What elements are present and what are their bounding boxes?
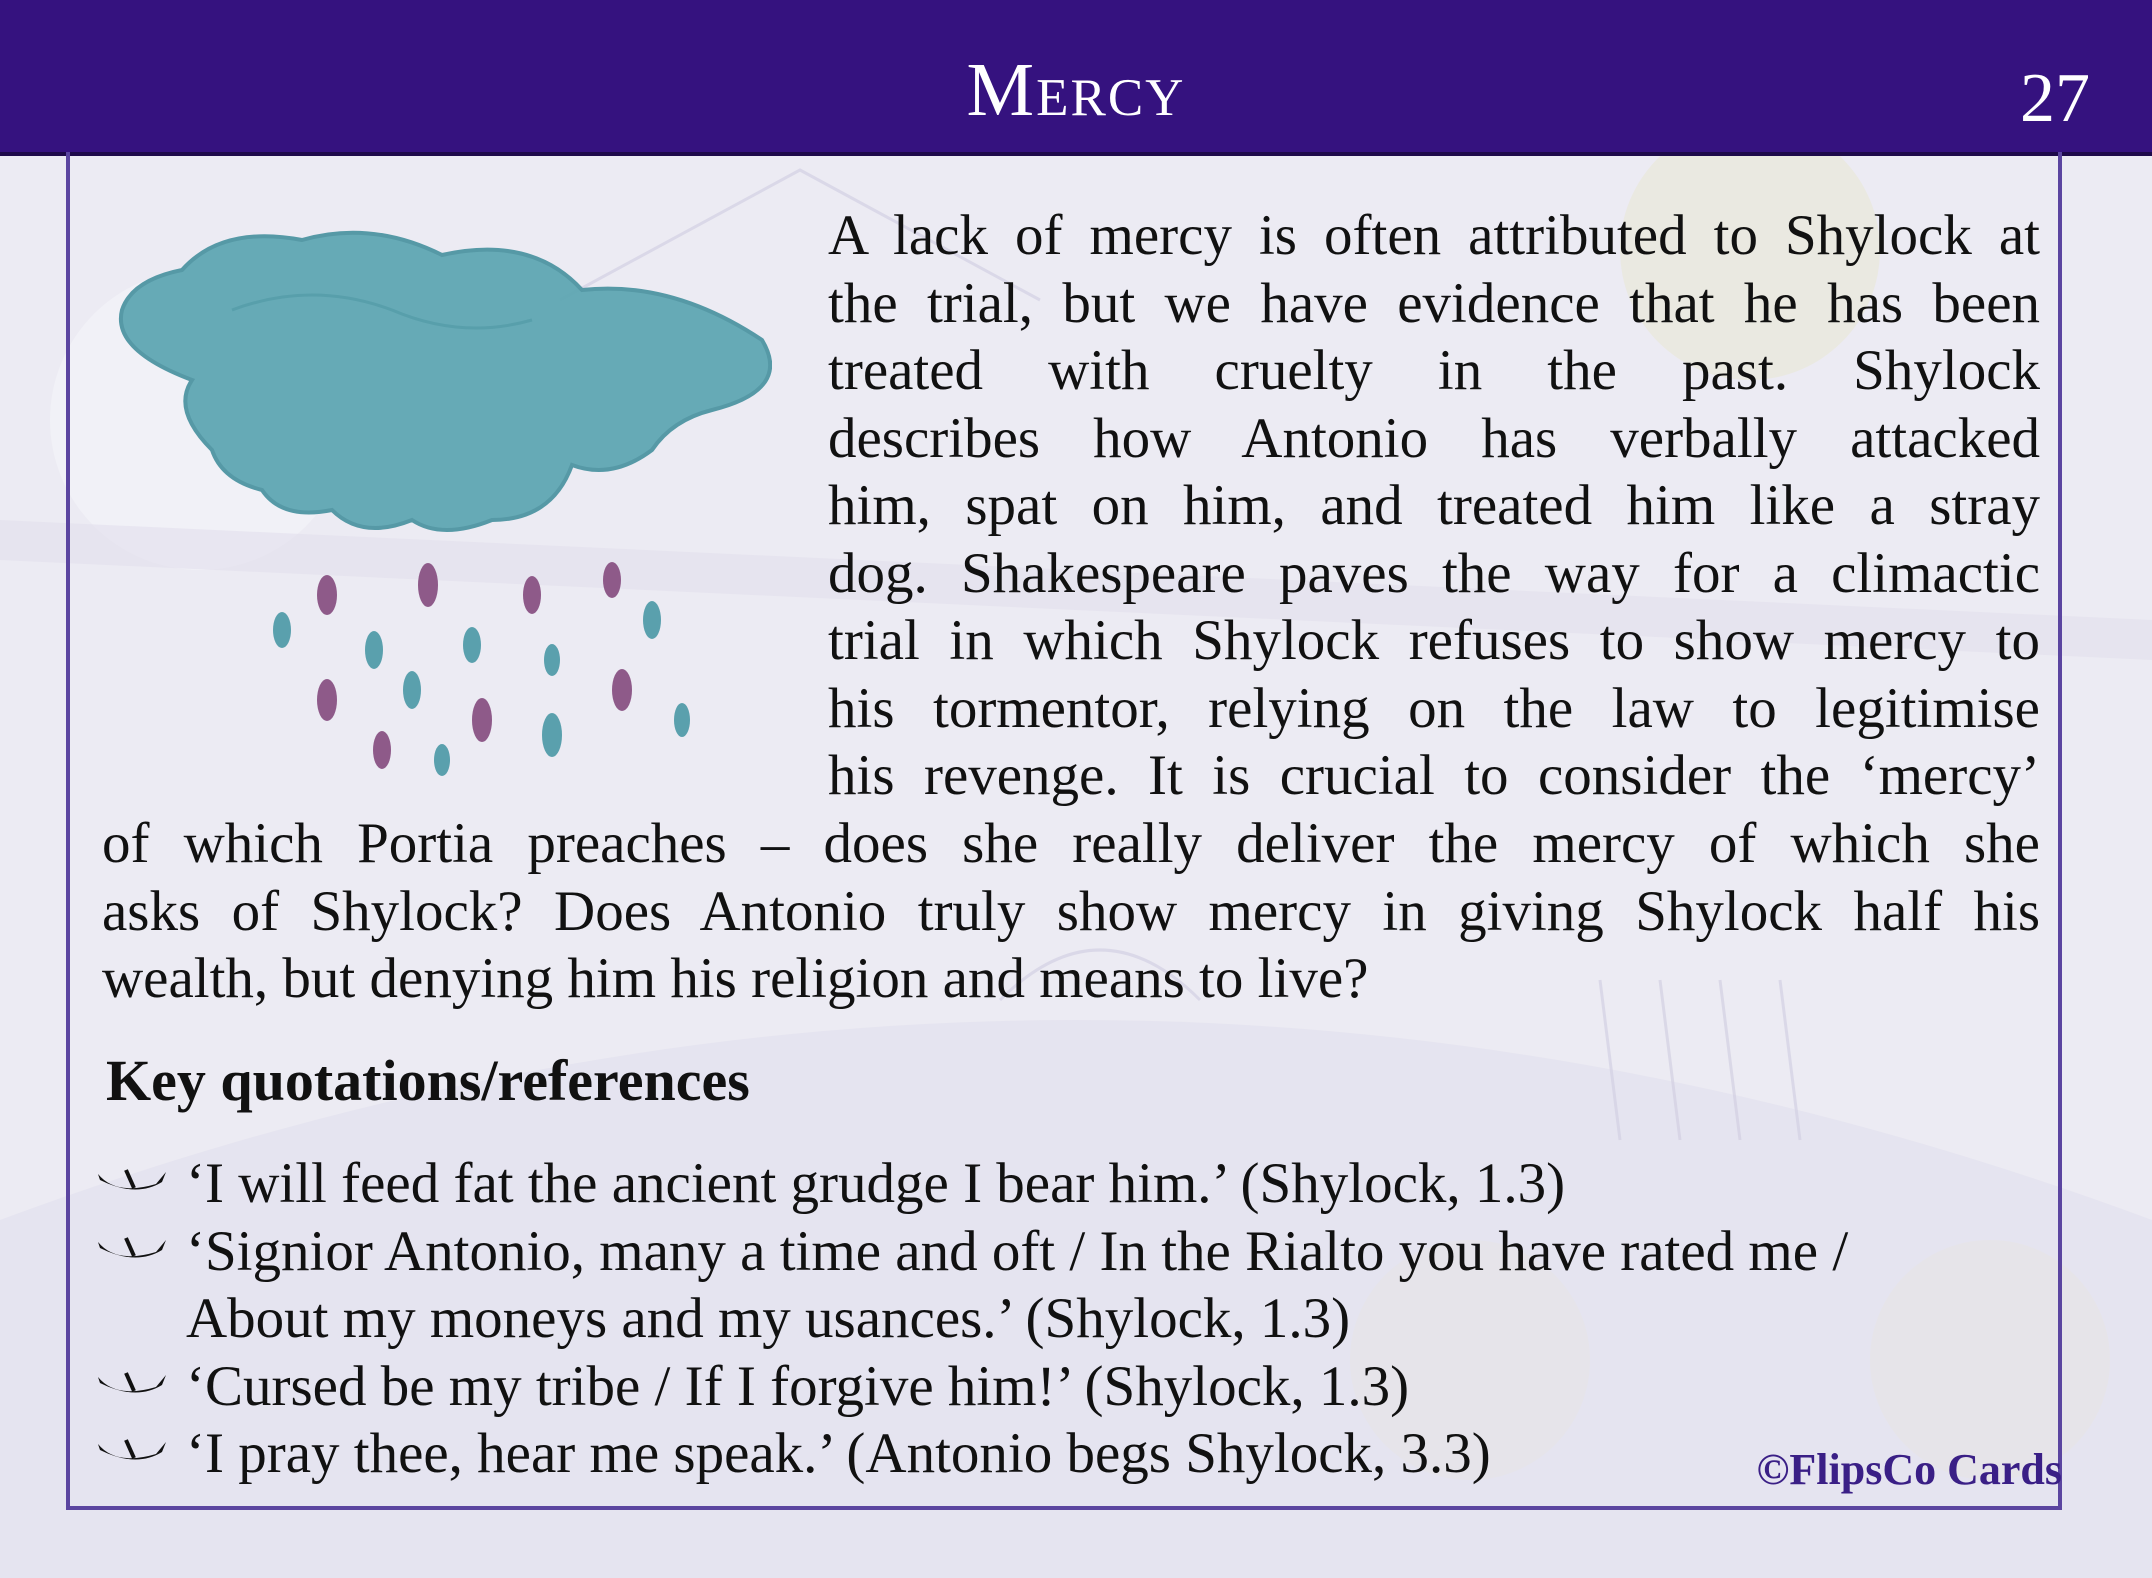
quotation-text: ‘I will feed fat the ancient grudge I bear him.’ (Shylock, 1.3) bbox=[186, 1152, 1566, 1215]
gondola-icon bbox=[96, 1371, 168, 1403]
key-quotations-heading: Key quotations/references bbox=[106, 1048, 750, 1113]
raindrops bbox=[273, 562, 690, 776]
quotation-item bbox=[96, 1353, 2056, 1421]
intro-paragraph-wrapped bbox=[828, 202, 2040, 810]
paragraph-line: trial in which Shylock refuses to show mercy to bbox=[828, 609, 2040, 672]
gondola-icon bbox=[96, 1438, 168, 1470]
paragraph-line: his revenge. It is crucial to consider the ‘mercy’ bbox=[828, 744, 2040, 807]
title-bar bbox=[0, 0, 2152, 156]
copyright-label: ©FlipsCo Cards bbox=[1756, 1445, 2062, 1494]
card-title: Mercy bbox=[966, 48, 1186, 132]
paragraph-line: dog. Shakespeare paves the way for a climactic bbox=[828, 541, 2040, 605]
gondola-icon bbox=[96, 1236, 168, 1268]
paragraph-line: of which Portia preaches – does she really deliver the mercy of which she bbox=[102, 812, 2040, 875]
paragraph-line: treated with cruelty in the past. Shylock bbox=[828, 339, 2040, 402]
quotation-item bbox=[96, 1218, 2056, 1353]
rain-cloud-illustration bbox=[112, 220, 772, 780]
cloud-shape bbox=[121, 233, 770, 530]
quotation-text-continued: About my moneys and my usances.’ (Shylock, 1.3) bbox=[186, 1287, 1351, 1350]
paragraph-line: asks of Shylock? Does Antonio truly show mercy in giving Shylock half his bbox=[102, 879, 2040, 943]
paragraph-line: describes how Antonio has verbally attacked bbox=[828, 406, 2040, 470]
intro-paragraph-continued bbox=[102, 810, 2040, 1013]
quotation-text: ‘Cursed be my tribe / If I forgive him!’ (Shylock, 1.3) bbox=[186, 1354, 1410, 1418]
paragraph-line: A lack of mercy is often attributed to Shylock at bbox=[828, 204, 2040, 267]
quotations-list bbox=[96, 1150, 2056, 1488]
paragraph-line: his tormentor, relying on the law to legitimise bbox=[828, 676, 2040, 740]
paragraph-line: wealth, but denying him his religion and means to live? bbox=[102, 947, 1369, 1010]
quotation-item bbox=[96, 1150, 2056, 1218]
paragraph-line: the trial, but we have evidence that he has been bbox=[828, 271, 2040, 335]
quotation-text: ‘I pray thee, hear me speak.’ (Antonio begs Shylock, 3.3) bbox=[186, 1422, 1491, 1485]
paragraph-line: him, spat on him, and treated him like a stray bbox=[828, 474, 2040, 537]
card-number: 27 bbox=[2020, 60, 2090, 137]
gondola-icon bbox=[96, 1168, 168, 1200]
quotation-text: ‘Signior Antonio, many a time and oft / In the Rialto you have rated me / bbox=[186, 1219, 1849, 1283]
